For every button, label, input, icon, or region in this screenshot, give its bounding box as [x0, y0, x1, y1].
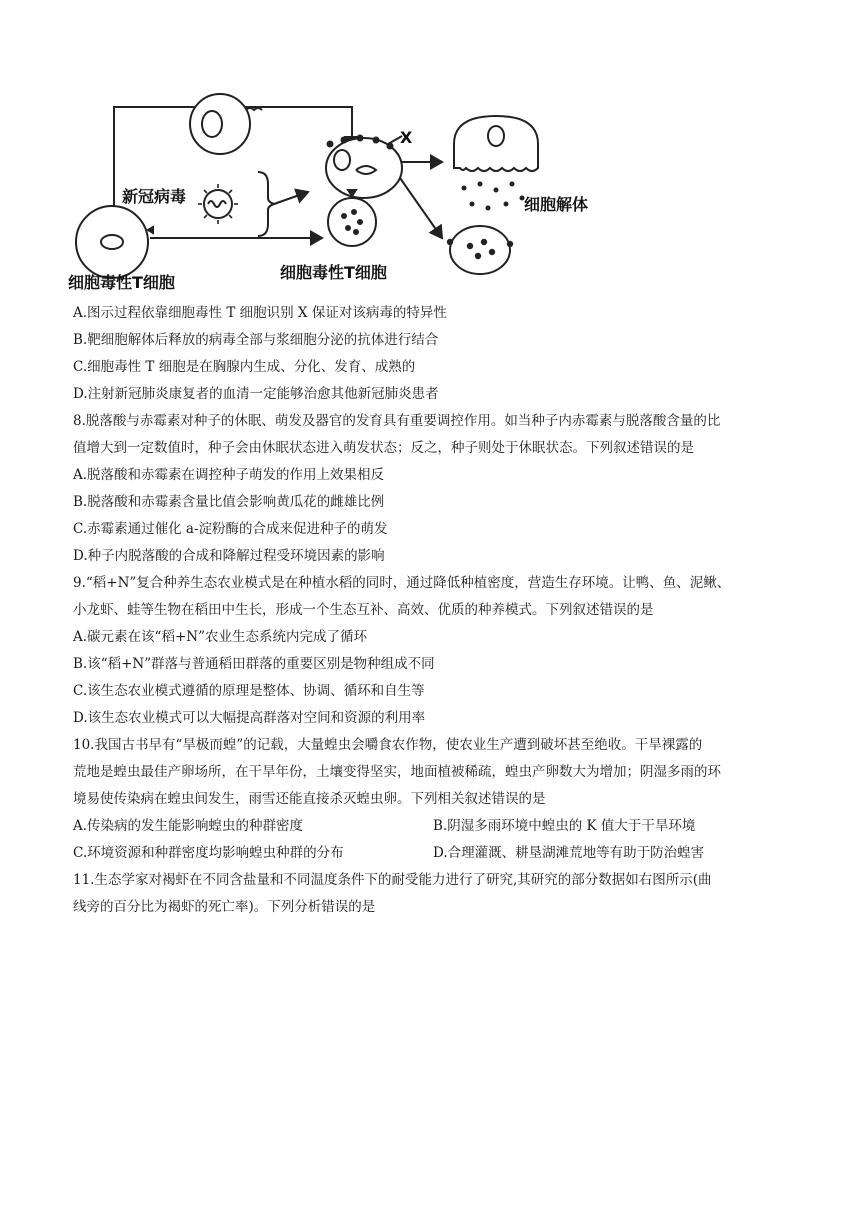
q10-option-a: A.传染病的发生能影响蝗虫的种群密度	[73, 818, 304, 834]
q9-stem-line-1: 9.“稻+N”复合种养生态农业模式是在种植水稻的同时，通过降低种植密度，营造生存环境。让鸭、鱼、泥鳅、	[73, 575, 731, 591]
lysis-label: 细胞解体	[524, 195, 589, 214]
q9-option-c: C.该生态农业模式遵循的原理是整体、协调、循环和自生等	[73, 683, 425, 699]
q7-option-d: D.注射新冠肺炎康复者的血清一定能够治愈其他新冠肺炎患者	[73, 386, 439, 402]
immune-diagram	[60, 80, 620, 290]
q10-option-d: D.合理灌溉、耕垦湖滩荒地等有助于防治蝗害	[433, 845, 705, 861]
q9-option-b: B.该“稻+N”群落与普通稻田群落的重要区别是物种组成不同	[73, 656, 435, 672]
q7-option-a: A.图示过程依靠细胞毒性 T 细胞识别 X 保证对该病毒的特异性	[73, 305, 447, 321]
q8-option-d: D.种子内脱落酸的合成和降解过程受环境因素的影响	[73, 548, 385, 564]
q11-stem-line-2: 线旁的百分比为褐虾的死亡率)。下列分析错误的是	[73, 899, 376, 915]
virus-icon	[198, 184, 238, 224]
question-content	[73, 300, 803, 921]
q10-options-row-1	[73, 813, 803, 840]
q10-stem-line-3: 境易使传染病在蝗虫间发生，雨雪还能直接杀灭蝗虫卵。下列相关叙述错误的是	[73, 791, 546, 807]
x-label: X	[400, 128, 413, 147]
q10-option-b: B.阴湿多雨环境中蝗虫的 K 值大于干旱环境	[433, 818, 696, 834]
released-particles	[462, 182, 525, 211]
lysing-cell	[454, 116, 538, 171]
q8-option-c: C.赤霉素通过催化 a-淀粉酶的合成来促进种子的萌发	[73, 521, 388, 537]
ctl-middle-label: 细胞毒性T细胞	[280, 263, 387, 282]
helper-cell-top	[190, 94, 262, 154]
q9-option-a: A.碳元素在该“稻+N”农业生态系统内完成了循环	[73, 629, 367, 645]
cell-bottom-right	[448, 226, 512, 274]
q7-option-c: C.细胞毒性 T 细胞是在胸腺内生成、分化、发育、成熟的	[73, 359, 416, 375]
q8-option-a: A.脱落酸和赤霉素在调控种子萌发的作用上效果相反	[73, 467, 385, 483]
q10-option-c: C.环境资源和种群密度均影响蝗虫种群的分布	[73, 845, 344, 861]
q8-stem-line-2: 值增大到一定数值时，种子会由休眠状态进入萌发状态；反之，种子则处于休眠状态。下列叙述错误的是	[73, 440, 694, 456]
q8-option-b: B.脱落酸和赤霉素含量比值会影响黄瓜花的雌雄比例	[73, 494, 385, 510]
q8-stem-line-1: 8.脱落酸与赤霉素对种子的休眠、萌发及器官的发育具有重要调控作用。如当种子内赤霉素与脱落酸含量的比	[73, 413, 721, 429]
q10-stem-line-2: 荒地是蝗虫最佳产卵场所，在干旱年份，土壤变得坚实，地面植被稀疏，蝗虫产卵数大为增加；阴湿多雨的环	[73, 764, 721, 780]
q7-option-b: B.靶细胞解体后释放的病毒全部与浆细胞分泌的抗体进行结合	[73, 332, 439, 348]
q10-stem-line-1: 10.我国古书早有“旱极而蝗”的记载，大量蝗虫会嚼食农作物，使农业生产遭到破坏甚至绝收。干旱裸露的	[73, 737, 703, 753]
q9-stem-line-2: 小龙虾、蛙等生物在稻田中生长，形成一个生态互补、高效、优质的种养模式。下列叙述错误的是	[73, 602, 654, 618]
q9-option-d: D.该生态农业模式可以大幅提高群落对空间和资源的利用率	[73, 710, 426, 726]
cytotoxic-t-cell-left	[76, 206, 153, 278]
q11-stem-line-1: 11.生态学家对褐虾在不同含盐量和不同温度条件下的耐受能力进行了研究,其研究的部分数据如右图所示(曲	[73, 872, 712, 888]
q10-options-row-2	[73, 840, 803, 867]
target-cell	[326, 136, 402, 199]
ctl-left-label: 细胞毒性T细胞	[68, 273, 175, 292]
virus-label: 新冠病毒	[122, 187, 187, 206]
